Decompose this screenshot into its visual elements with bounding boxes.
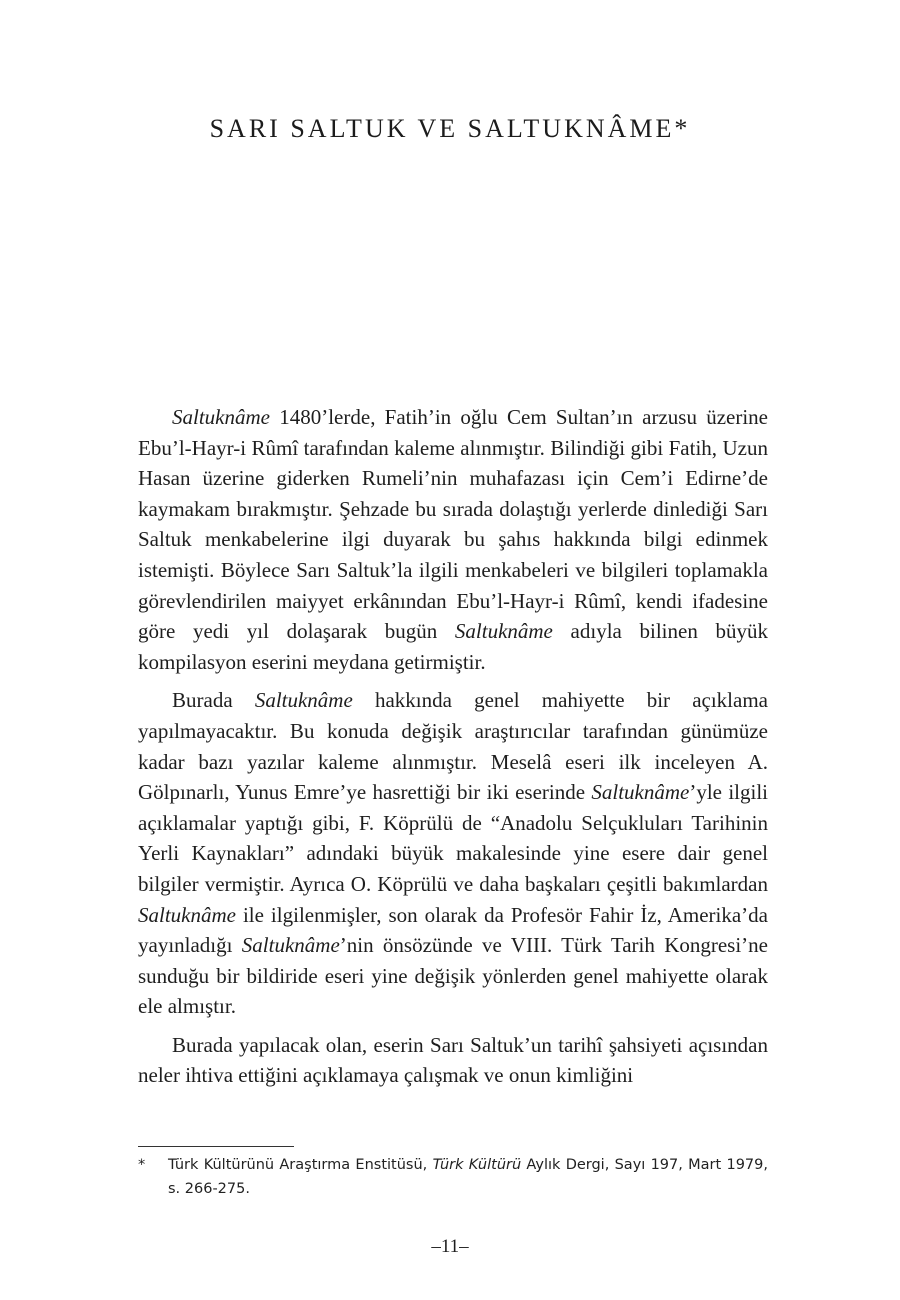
- italic-run: Saltuknâme: [172, 405, 270, 429]
- paragraph-2: [138, 685, 768, 1022]
- footnote-marker: *: [138, 1157, 146, 1173]
- text-run: Türk Kültürünü Araştırma Enstitüsü,: [168, 1157, 433, 1173]
- text-run: Aylık Dergi, Sayı 197, Mart 1979, s. 266-275.: [168, 1157, 768, 1197]
- paragraph-1: [138, 402, 768, 677]
- text-run: Burada: [172, 688, 255, 713]
- italic-run: Saltuknâme: [254, 688, 353, 713]
- text-run: hakkında genel mahiyette bir açıklama yapılmayacaktır. Bu konuda değişik araştırıcılar tarafından günümüze kadar bazı yazılar kaleme alınmıştır. Meselâ eseri ilk inceleyen A. Gölpınarlı, Yunus Emre’ye hasrettiği bir iki eserinde: [138, 688, 768, 805]
- italic-run: Saltuknâme: [454, 619, 553, 644]
- text-run: ’nin önsözünde ve VIII. Türk Tarih Kongresi’ne sunduğu bir bildiride eseri yine değişik yönlerden genel mahiyette olarak ele almıştır.: [138, 933, 768, 1019]
- page-number: –11–: [431, 1236, 469, 1257]
- text-run: 1480’lerde, Fatih’in oğlu Cem Sultan’ın arzusu üzerine Ebu’l-Hayr-i Rûmî tarafından kaleme alınmıştır. Bilindiği gibi Fatih, Uzun Hasan üzerine giderken Rumeli’nin muhafazası için Cem’i Edirne’de kaymakam bırakmıştır. Şehzade bu sırada dolaştığı yerlerde dinlediği Sarı Saltuk menkabelerine ilgi duyarak bu şahıs hakkında bilgi edinmek istemişti. Böylece Sarı Saltuk’la ilgili menkabeleri ve bilgileri toplamakla görevlendirilen maiyyet erkânından Ebu’l-Hayr-i Rûmî, kendi ifadesine göre yedi yıl dolaşarak bugün: [138, 405, 768, 644]
- footnote-text: [168, 1153, 768, 1201]
- italic-run: Türk Kültürü: [432, 1157, 522, 1173]
- footnote-divider: [138, 1146, 294, 1147]
- italic-run: Saltuknâme: [241, 933, 340, 958]
- text-run: Burada yapılacak olan, eserin Sarı Saltuk’un tarihî şahsiyeti açısından neler ihtiva ettiğini açıklamaya çalışmak ve onun kimliğini: [138, 1032, 768, 1088]
- text-run: adıyla bilinen büyük kompilasyon eserini meydana getirmiştir.: [138, 619, 768, 674]
- text-run: ’yle ilgili açıklamalar yaptığı gibi, F. Köprülü de “Anadolu Selçukluları Tarihinin Yerli Kaynakları” adındaki büyük makalesinde yine esere dair genel bilgiler vermiştir. Ayrıca O. Köprülü ve daha başkaları çeşitli bakımlardan: [138, 780, 768, 896]
- footnote: [138, 1153, 768, 1201]
- text-run: ile ilgilenmişler, son olarak da Profesör Fahir İz, Amerika’da yayınladığı: [138, 902, 768, 958]
- italic-run: Saltuknâme: [138, 902, 236, 927]
- body-text: [138, 402, 768, 1099]
- chapter-title: SARI SALTUK VE SALTUKNÂME*: [209, 114, 691, 143]
- paragraph-3: [138, 1030, 768, 1091]
- italic-run: Saltuknâme: [591, 780, 690, 805]
